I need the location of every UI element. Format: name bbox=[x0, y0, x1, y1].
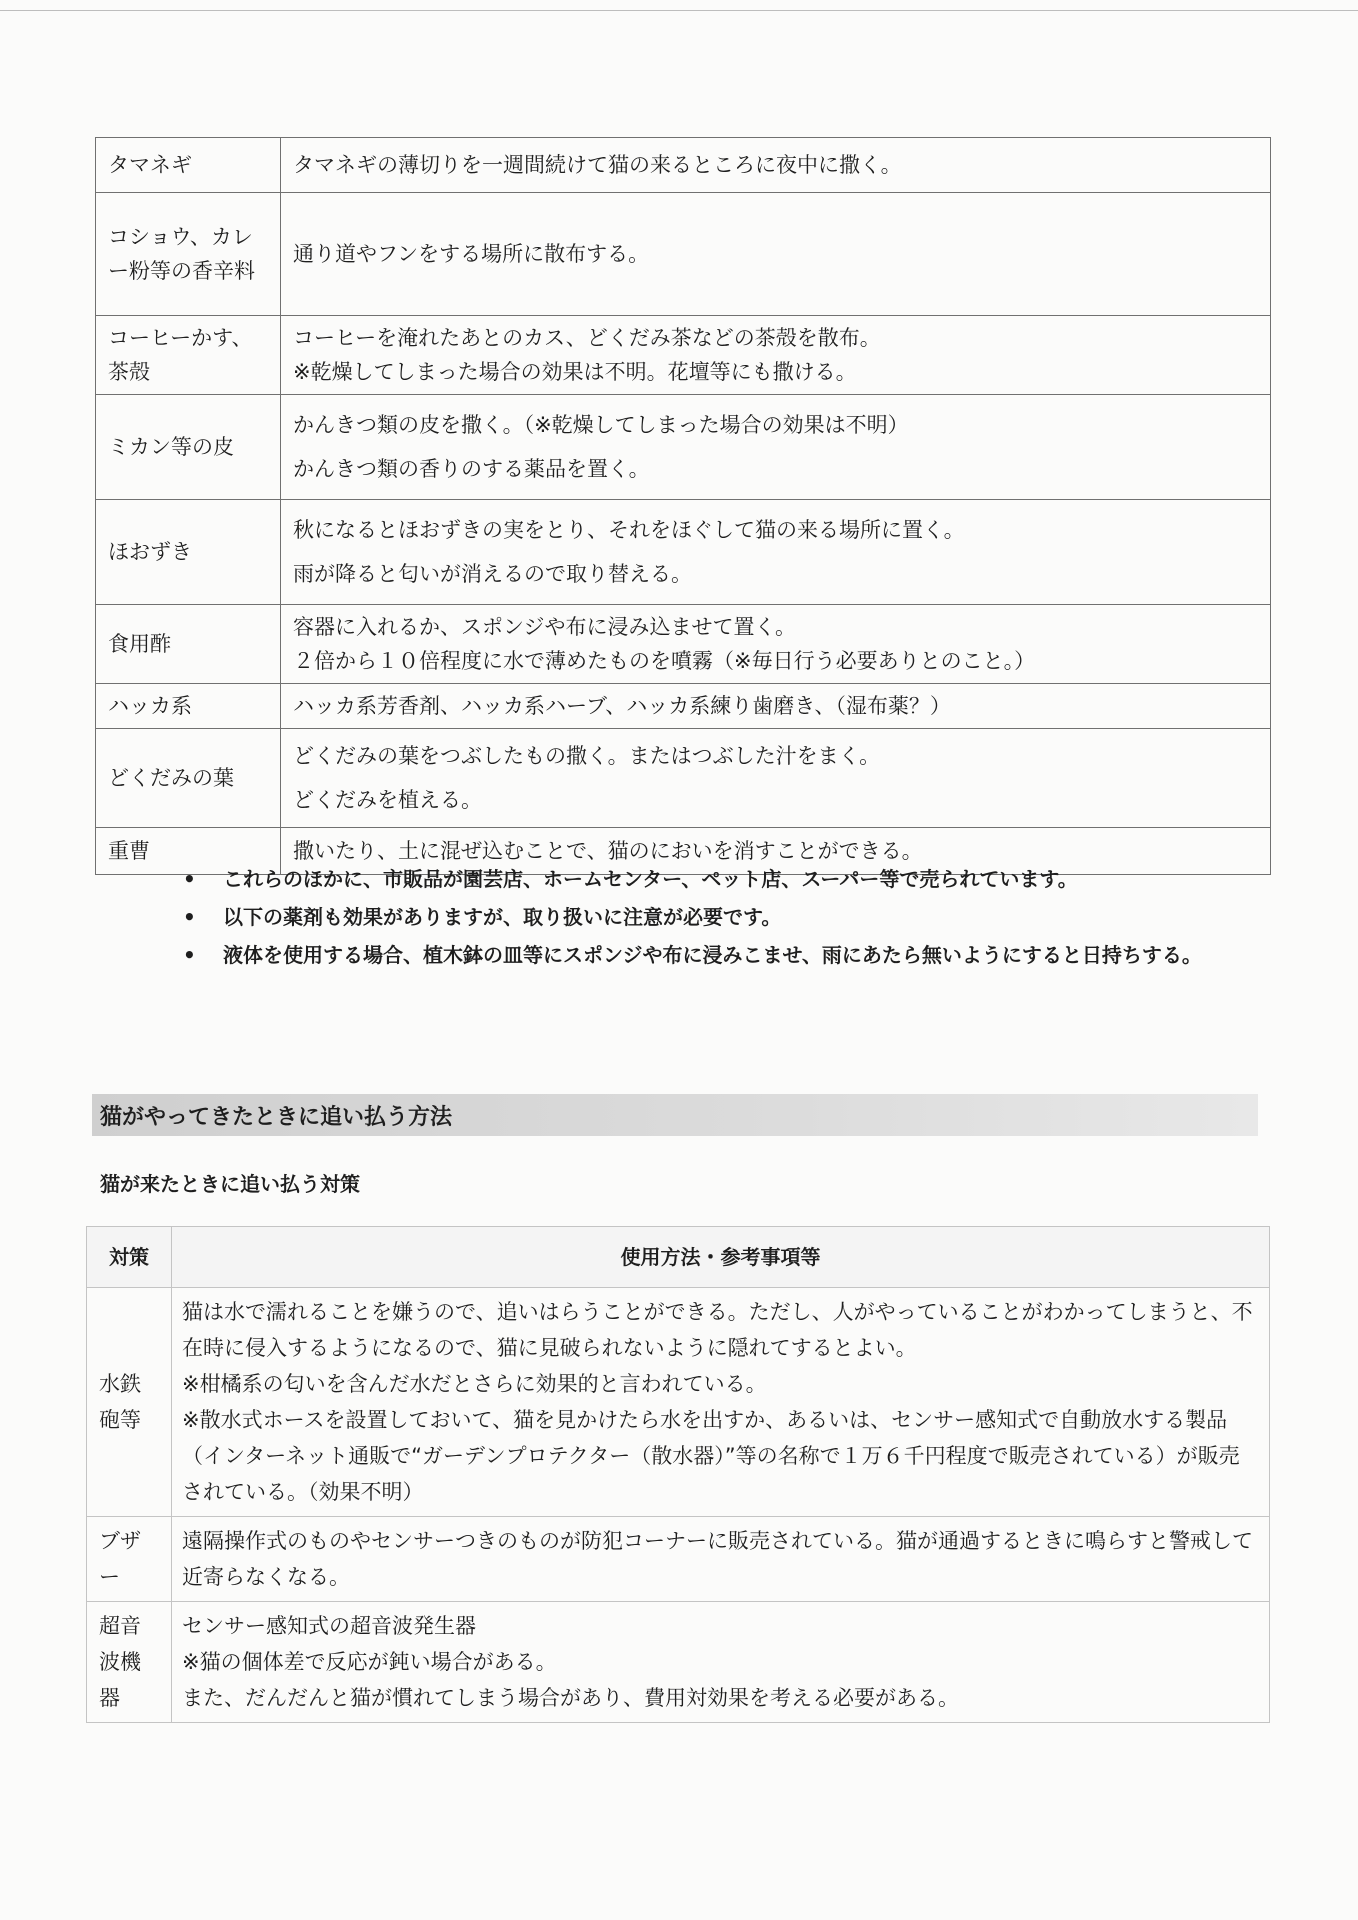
list-item: • 液体を使用する場合、植木鉢の皿等にスポンジや布に浸みこませ、雨にあたら無いようにすると日持ちする。 bbox=[175, 940, 1265, 970]
remedy-desc: かんきつ類の皮を撒く。（※乾燥してしまった場合の効果は不明） かんきつ類の香りのする薬品を置く。 bbox=[281, 395, 1271, 500]
remedy-desc: ハッカ系芳香剤、ハッカ系ハーブ、ハッカ系練り歯磨き、（湿布薬？） bbox=[281, 684, 1271, 729]
table-row bbox=[87, 1288, 1270, 1517]
bullet-icon: • bbox=[183, 943, 196, 967]
remedy-desc: 容器に入れるか、スポンジや布に浸み込ませて置く。 ２倍から１０倍程度に水で薄めたものを噴霧（※毎日行う必要ありとのこと。） bbox=[281, 605, 1271, 684]
measure-name: ブザー bbox=[87, 1517, 172, 1602]
table-row bbox=[87, 1602, 1270, 1723]
remedy-name: ハッカ系 bbox=[96, 684, 281, 729]
remedy-desc: コーヒーを淹れたあとのカス、どくだみ茶などの茶殻を散布。 ※乾燥してしまった場合の効果は不明。花壇等にも撒ける。 bbox=[281, 316, 1271, 395]
table-row bbox=[96, 193, 1271, 316]
remedy-desc: タマネギの薄切りを一週間続けて猫の来るところに夜中に撒く。 bbox=[281, 138, 1271, 193]
sub-title: 猫が来たときに追い払う対策 bbox=[100, 1172, 360, 1196]
remedy-desc: 通り道やフンをする場所に散布する。 bbox=[281, 193, 1271, 316]
list-item: • これらのほかに、市販品が園芸店、ホームセンター、ペット店、スーパー等で売られています。 bbox=[175, 864, 1265, 894]
column-header: 対策 bbox=[87, 1227, 172, 1288]
table-row bbox=[96, 684, 1271, 729]
remedy-name: タマネギ bbox=[96, 138, 281, 193]
table-row bbox=[96, 729, 1271, 828]
table-row bbox=[96, 395, 1271, 500]
countermeasures-table bbox=[86, 1226, 1270, 1723]
column-header: 使用方法・参考事項等 bbox=[172, 1227, 1270, 1288]
top-rule bbox=[0, 10, 1358, 11]
measure-name: 水鉄砲等 bbox=[87, 1288, 172, 1517]
remedy-name: ほおずき bbox=[96, 500, 281, 605]
list-item: • 以下の薬剤も効果がありますが、取り扱いに注意が必要です。 bbox=[175, 902, 1265, 932]
remedy-desc: 撒いたり、土に混ぜ込むことで、猫のにおいを消すことができる。 bbox=[281, 828, 1271, 875]
measure-desc: 遠隔操作式のものやセンサーつきのものが防犯コーナーに販売されている。猫が通過するときに鳴らすと警戒して近寄らなくなる。 bbox=[172, 1517, 1270, 1602]
table-header-row bbox=[87, 1227, 1270, 1288]
measure-desc: 猫は水で濡れることを嫌うので、追いはらうことができる。ただし、人がやっていることがわかってしまうと、不在時に侵入するようになるので、猫に見破られないように隠れてするとよい。 ※柑橘系の匂いを含んだ水だとさらに効果的と言われている。 ※散水式ホースを設置しておいて、猫を見かけたら水を出すか、あるいは、センサー感知式で自動放水する製品（インターネット通販で“ガーデンプロテクター（散水器）”等の名称で１万６千円程度で販売されている）が販売されている。（効果不明） bbox=[172, 1288, 1270, 1517]
remedy-name: どくだみの葉 bbox=[96, 729, 281, 828]
remedy-name: コショウ、カレー粉等の香辛料 bbox=[96, 193, 281, 316]
bullet-icon: • bbox=[183, 867, 196, 891]
remedy-desc: 秋になるとほおずきの実をとり、それをほぐして猫の来る場所に置く。 雨が降ると匂いが消えるので取り替える。 bbox=[281, 500, 1271, 605]
remedy-desc: どくだみの葉をつぶしたもの撒く。またはつぶした汁をまく。 どくだみを植える。 bbox=[281, 729, 1271, 828]
notes-list bbox=[175, 864, 1265, 978]
remedy-name: ミカン等の皮 bbox=[96, 395, 281, 500]
measure-name: 超音波機器 bbox=[87, 1602, 172, 1723]
table-row bbox=[87, 1517, 1270, 1602]
remedy-name: コーヒーかす、茶殻 bbox=[96, 316, 281, 395]
measure-desc: センサー感知式の超音波発生器 ※猫の個体差で反応が鈍い場合がある。 また、だんだんと猫が慣れてしまう場合があり、費用対効果を考える必要がある。 bbox=[172, 1602, 1270, 1723]
remedy-name: 重曹 bbox=[96, 828, 281, 875]
table-row bbox=[96, 605, 1271, 684]
remedy-name: 食用酢 bbox=[96, 605, 281, 684]
remedies-table bbox=[95, 137, 1271, 875]
table-row bbox=[96, 138, 1271, 193]
table-row bbox=[96, 316, 1271, 395]
table-row bbox=[96, 500, 1271, 605]
bullet-icon: • bbox=[183, 905, 196, 929]
section-title: 猫がやってきたときに追い払う方法 bbox=[100, 1105, 453, 1130]
